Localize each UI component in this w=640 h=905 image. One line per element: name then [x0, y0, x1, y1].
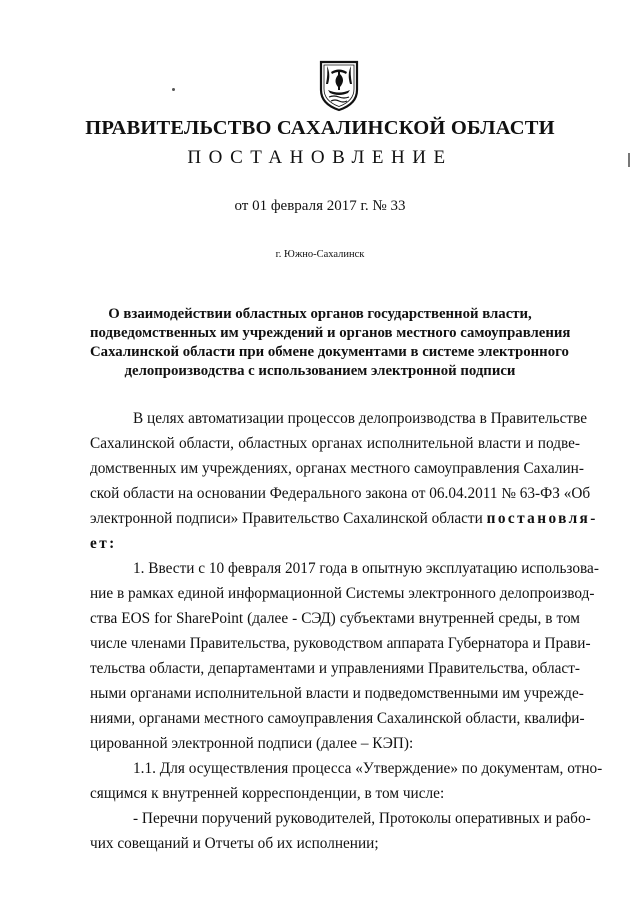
document-type: ПОСТАНОВЛЕНИЕ: [187, 147, 453, 168]
preamble-line: [90, 506, 598, 531]
item-1-line: ства EOS for SharePoint (далее - СЭД) субъектами внутренней среды, в том: [90, 610, 580, 627]
item-1-line: ние в рамках единой информационной Системы электронного делопроизвод-: [90, 585, 595, 602]
preamble-text: электронной подписи» Правительство Сахалинской области: [90, 510, 487, 527]
subject-line: делопроизводства с использованием электронной подписи: [124, 363, 516, 379]
preamble-line: [90, 531, 580, 556]
bullet-line: чих совещаний и Отчеты об их исполнении;: [90, 835, 379, 852]
item-1-line: тельства области, департаментами и управлениями Правительства, област-: [90, 660, 580, 677]
preamble-line: домственных им учреждениях, органах местного самоуправления Сахалин-: [90, 460, 584, 477]
subject-line: О взаимодействии областных органов государственной власти,: [108, 306, 532, 322]
document-date-number: от 01 февраля 2017 г. № 33: [234, 198, 406, 214]
item-1-1-line: 1.1. Для осуществления процесса «Утверждение» по документам, отно-: [133, 760, 603, 777]
bullet-line: - Перечни поручений руководителей, Протоколы оперативных и рабо-: [133, 810, 591, 827]
item-1-line: числе членами Правительства, руководством аппарата Губернатора и Прави-: [90, 635, 591, 652]
decree-word: постановля-: [486, 510, 598, 527]
decree-word-end: ет:: [90, 535, 117, 552]
subject-line: подведомственных им учреждений и органов местного самоуправления: [90, 325, 571, 341]
document-subject: [90, 305, 571, 381]
government-title: ПРАВИТЕЛЬСТВО САХАЛИНСКОЙ ОБЛАСТИ: [85, 117, 555, 139]
subject-line: Сахалинской области при обмене документами в системе электронного: [90, 344, 569, 360]
item-1-1-line: сящимся к внутренней корреспонденции, в том числе:: [90, 785, 445, 802]
item-1-line: ниями, органами местного самоуправления Сахалинской области, квалифи-: [90, 710, 585, 727]
item-1-line: ными органами исполнительной власти и подведомственными им учрежде-: [90, 685, 584, 702]
scan-speck: [172, 88, 175, 91]
coat-of-arms-icon: [319, 60, 359, 112]
preamble-line: ской области на основании Федерального закона от 06.04.2011 № 63-ФЗ «Об: [90, 485, 591, 502]
item-1-line: цированной электронной подписи (далее – КЭП):: [90, 735, 414, 752]
preamble-line: Сахалинской области, областных органах исполнительной власти и подве-: [90, 435, 580, 452]
preamble-line: В целях автоматизации процессов делопроизводства в Правительстве: [133, 410, 587, 427]
document-body: [90, 406, 603, 856]
item-1-line: 1. Ввести с 10 февраля 2017 года в опытную эксплуатацию использова-: [133, 560, 599, 577]
document-city: г. Южно-Сахалинск: [275, 249, 365, 260]
